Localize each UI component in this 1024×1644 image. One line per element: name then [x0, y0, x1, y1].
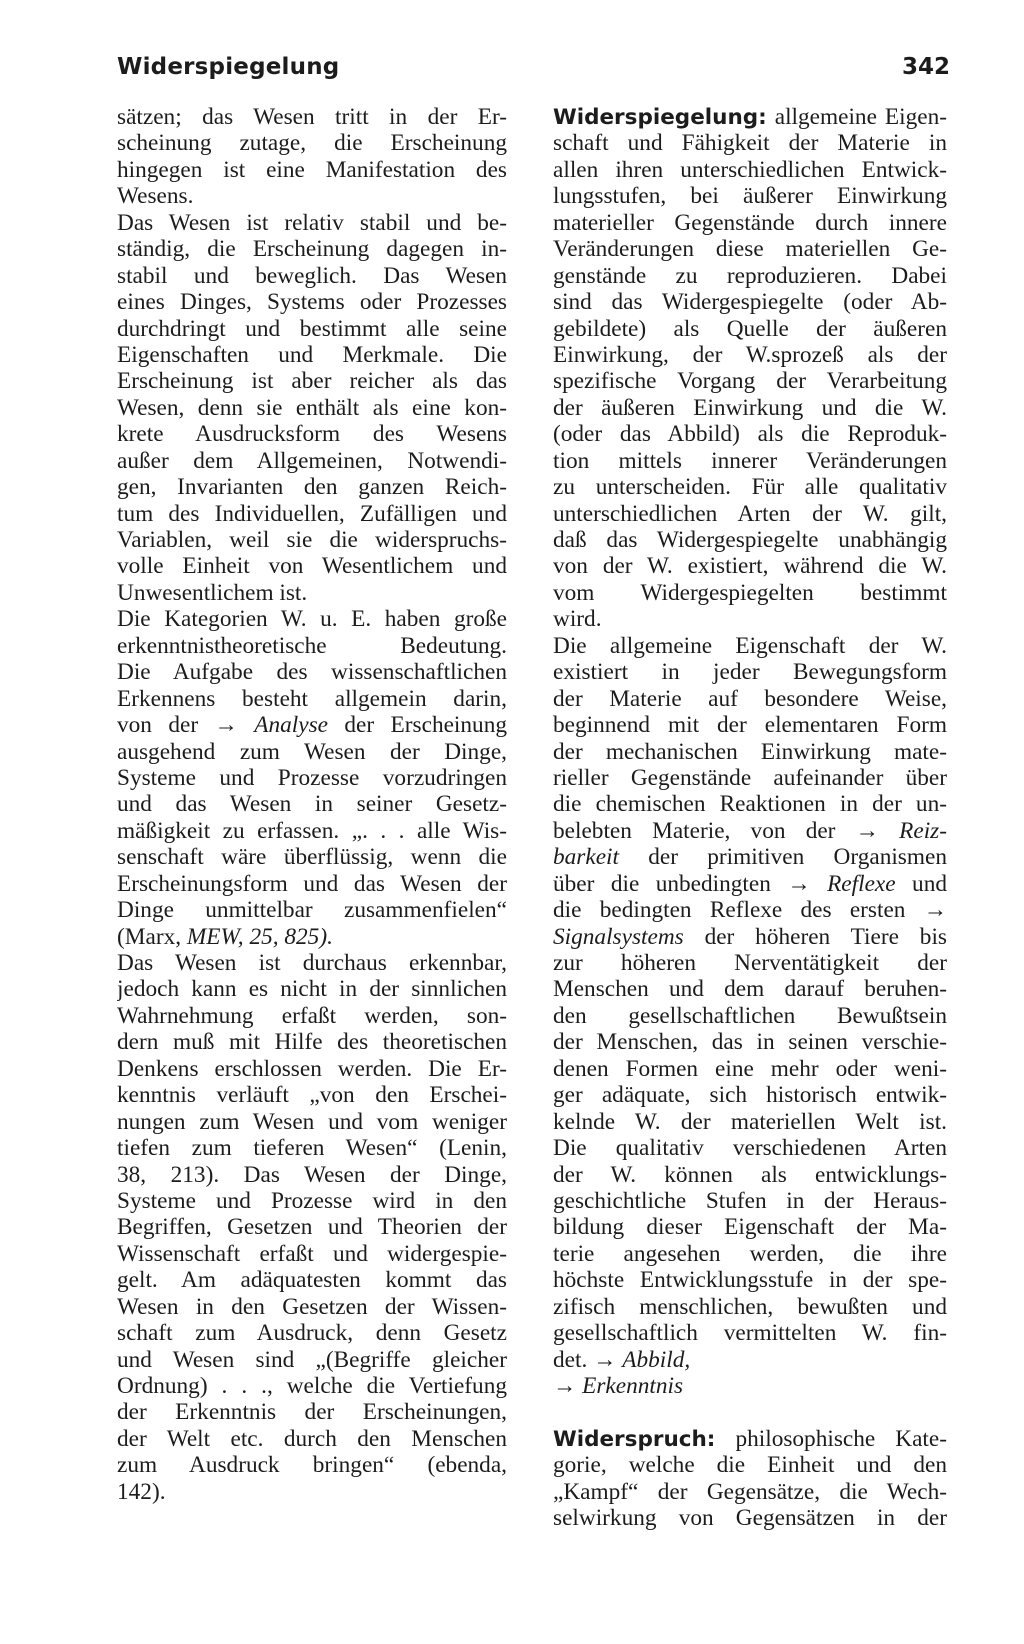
text-line: Dinge unmittelbar zusammenfielen“ [117, 897, 507, 924]
text-line: der äußeren Einwirkung und die W. [553, 394, 947, 421]
text-line: nungen zum Wesen und vom weniger [117, 1108, 507, 1135]
cross-reference-term: Erkenntnis [582, 1373, 684, 1399]
text-line: beginnend mit der elementaren Form [553, 712, 947, 739]
text-line: unterschiedlichen Arten der W. gilt, [553, 500, 947, 527]
text-line: der W. können als entwicklungs- [553, 1161, 947, 1188]
text-line: rieller Gegenstände aufeinander über [553, 764, 947, 791]
text-line: genstände zu reproduzieren. Dabei [553, 262, 947, 289]
text-line: Die Kategorien W. u. E. haben große [117, 606, 507, 633]
text-line: hingegen ist eine Manifestation des [117, 156, 507, 183]
text-line: Einwirkung, der W.sprozeß als der [553, 341, 947, 368]
text-line: gebildete) als Quelle der äußeren [553, 315, 947, 342]
cross-reference-term: barkeit [553, 844, 619, 871]
entry-widerspruch-head: Widerspruch: philosophische Kate- [553, 1425, 947, 1452]
text-fragment: der Erscheinung [327, 712, 507, 739]
cross-reference-term: Signalsystems [553, 923, 684, 950]
text-line: außer dem Allgemeinen, Notwendi- [117, 447, 507, 474]
text-line: Wesen in den Gesetzen der Wissen- [117, 1293, 507, 1320]
text-line: spezifische Vorgang der Verarbeitung [553, 368, 947, 395]
text-line: bildung dieser Eigenschaft der Ma- [553, 1214, 947, 1241]
text-line: Wissenschaft erfaßt und widergespie- [117, 1240, 507, 1267]
text-line: zum Ausdruck bringen“ (ebenda, [117, 1452, 507, 1479]
right-column [553, 104, 947, 1532]
text-line: zur höheren Nerventätigkeit der [553, 950, 947, 976]
text-line: Das Wesen ist relativ stabil und be- [117, 209, 507, 236]
entry-keyword: Widerspruch: [553, 1426, 716, 1452]
cross-reference-arrow-icon: → [855, 817, 900, 844]
text-line: Unwesentlichem ist. [117, 579, 308, 606]
text-line: der Welt etc. durch den Menschen [117, 1425, 507, 1452]
text-line [553, 844, 947, 870]
text-line: „Kampf“ der Gegensätze, die Wech- [553, 1478, 947, 1505]
text-line: Wahrnehmung erfaßt werden, son- [117, 1002, 507, 1029]
text-line: terie angesehen werden, die ihre [553, 1240, 947, 1267]
text-line: Wesens. [117, 183, 194, 210]
text-line [117, 1135, 507, 1161]
text-line: der Menschen, das in seinen verschie- [553, 1029, 947, 1056]
text-line: eines Dinges, Systems oder Prozesses [117, 289, 507, 316]
text-line: Erscheinung ist aber reicher als das [117, 368, 507, 395]
text-line: Veränderungen diese materiellen Ge- [553, 236, 947, 263]
text-line: kenntnis verläuft „von den Erschei- [117, 1082, 507, 1109]
text-line: tion mittels innerer Veränderungen [553, 447, 947, 474]
text-line: Die Aufgabe des wissenschaftlichen [117, 659, 507, 686]
text-line: und das Wesen in seiner Gesetz- [117, 791, 507, 818]
text-line [553, 871, 947, 897]
text-line [553, 818, 947, 844]
text-line: ger adäquate, sich historisch entwik- [553, 1082, 947, 1109]
text-line: dern muß mit Hilfe des theoretischen [117, 1029, 507, 1056]
text-line: kelnde W. der materiellen Welt ist. [553, 1108, 947, 1135]
text-line: zifisch menschlichen, bewußten und [553, 1293, 947, 1320]
cross-reference-arrow-icon: → [923, 897, 947, 924]
text-line: gelt. Am adäquatesten kommt das [117, 1267, 507, 1294]
text-line: schaft zum Ausdruck, denn Gesetz [117, 1320, 507, 1347]
text-line [117, 712, 507, 738]
text-fragment: ( [117, 923, 125, 950]
text-line: sind das Widergespiegelte (oder Ab- [553, 289, 947, 316]
text-line: schaft und Fähigkeit der Materie in [553, 130, 947, 157]
entry-widerspiegelung-head: Widerspiegelung: allgemeine Eigen- [553, 104, 947, 130]
text-fragment: tiefen zum tieferen Wesen“ ( [117, 1135, 447, 1162]
text-line: Systeme und Prozesse vorzudringen [117, 764, 507, 791]
text-line: durchdringt und bestimmt alle seine [117, 315, 507, 342]
entry-widerspiegelung-body [553, 130, 947, 1399]
text-line: der Materie auf besondere Weise, [553, 685, 947, 712]
text-line: und Wesen sind „(Begriffe gleicher [117, 1346, 507, 1373]
text-line: mäßigkeit zu erfassen. „. . . alle Wis- [117, 817, 507, 844]
text-line: sätzen; das Wesen tritt in der Er- [117, 104, 507, 130]
text-line: die chemischen Reaktionen in der un- [553, 791, 947, 818]
text-line: Erkennens besteht allgemein darin, [117, 685, 507, 712]
text-line [553, 924, 947, 950]
entry-gap [553, 1399, 947, 1425]
cross-reference-term: Analyse [254, 712, 328, 739]
entry-keyword: Widerspiegelung: [553, 105, 767, 130]
text-line [553, 1373, 947, 1399]
running-head: Widerspiegelung [117, 54, 340, 80]
text-line: tum des Individuellen, Zufälligen und [117, 500, 507, 527]
text-line: scheinung zutage, die Erscheinung [117, 130, 507, 157]
text-line: Denkens erschlossen werden. Die Er- [117, 1055, 507, 1082]
text-line: Menschen und dem darauf beruhen- [553, 976, 947, 1003]
cross-reference-term: Reflexe [827, 870, 896, 897]
text-line: Wesen, denn sie enthält als eine kon- [117, 394, 507, 421]
text-line: Variablen, weil sie die widerspruchs- [117, 527, 507, 553]
text-line [553, 1347, 947, 1373]
text-line: Erscheinungsform und das Wesen der [117, 870, 507, 897]
text-fragment: die bedingten Reflexe des ersten [553, 897, 924, 924]
text-line: Systeme und Prozesse wird in den [117, 1187, 507, 1214]
page-number: 342 [901, 54, 950, 80]
text-line: ständig, die Erscheinung dagegen in- [117, 236, 507, 263]
text-line: den gesellschaftlichen Bewußtsein [553, 1002, 947, 1029]
text-fragment: det. [553, 1346, 594, 1373]
text-line: geschichtliche Stufen in der Heraus- [553, 1187, 947, 1214]
cross-reference-arrow-icon: Marx, [124, 923, 182, 950]
text-line: stabil und beweglich. Das Wesen [117, 262, 507, 289]
text-line: existiert in jeder Bewegungsform [553, 659, 947, 686]
text-line: selwirkung von Gegensätzen in der [553, 1505, 947, 1532]
text-line: krete Ausdrucksform des Wesens [117, 421, 507, 448]
cross-reference-arrow-icon: → [787, 870, 828, 897]
text-fragment: über die unbedingten [553, 870, 788, 897]
cross-reference-arrow-icon: → [593, 1346, 623, 1373]
cross-reference-arrow-icon: → [553, 1373, 583, 1399]
text-line: Die qualitativ verschiedenen Arten [553, 1135, 947, 1162]
text-line: volle Einheit von Wesentlichem und [117, 553, 507, 580]
text-line: erkenntnistheoretische Bedeutung. [117, 632, 507, 659]
text-line: 142). [117, 1478, 166, 1505]
text-line: (oder das Abbild) als die Reproduk- [553, 421, 947, 448]
text-line [117, 924, 507, 950]
text-line: Begriffen, Gesetzen und Theorien der [117, 1214, 507, 1241]
text-line: der Erkenntnis der Erscheinungen, [117, 1399, 507, 1426]
text-line: höchste Entwicklungsstufe in der spe- [553, 1267, 947, 1294]
text-line: Das Wesen ist durchaus erkennbar, [117, 950, 507, 976]
text-line: ausgehend zum Wesen der Dinge, [117, 738, 507, 765]
cross-reference-arrow-icon: Lenin, [446, 1135, 507, 1162]
text-line: senschaft wäre überflüssig, wenn die [117, 844, 507, 871]
text-fragment: der primitiven Organismen [619, 844, 947, 871]
text-line: lungsstufen, bei äußerer Einwirkung [553, 183, 947, 210]
cross-reference-term: MEW, 25, 825). [181, 923, 333, 950]
text-line: materieller Gegenstände durch innere [553, 209, 947, 236]
text-line: wird. [553, 606, 602, 633]
text-line: 38, 213). Das Wesen der Dinge, [117, 1161, 507, 1188]
text-line: denen Formen eine mehr oder weni- [553, 1055, 947, 1082]
left-column [117, 104, 507, 1505]
text-line: gen, Invarianten den ganzen Reich- [117, 474, 507, 501]
text-line: Ordnung) . . ., welche die Vertiefung [117, 1373, 507, 1399]
text-line: allen ihren unterschiedlichen Entwick- [553, 156, 947, 183]
text-line: der mechanischen Einwirkung mate- [553, 738, 947, 765]
cross-reference-term: Abbild, [622, 1346, 691, 1373]
text-line: vom Widergespiegelten bestimmt [553, 579, 947, 606]
entry-widerspruch-body [553, 1452, 947, 1531]
text-line: jedoch kann es nicht in der sinnlichen [117, 976, 507, 1003]
text-line: von der W. existiert, während die W. [553, 553, 947, 580]
text-line: gesellschaftlich vermittelten W. fin- [553, 1320, 947, 1347]
text-fragment: der höheren Tiere bis [683, 923, 947, 950]
text-fragment: und [895, 870, 947, 897]
cross-reference-arrow-icon: → [214, 712, 255, 739]
text-fragment: von der [117, 712, 215, 739]
text-line: Eigenschaften und Merkmale. Die [117, 341, 507, 368]
text-line [553, 897, 947, 923]
text-line: Die allgemeine Eigenschaft der W. [553, 632, 947, 659]
text-line: daß das Widergespiegelte unabhängig [553, 527, 947, 553]
text-line: zu unterscheiden. Für alle qualitativ [553, 474, 947, 501]
text-fragment: belebten Materie, von der [553, 817, 856, 844]
text-line: gorie, welche die Einheit und den [553, 1452, 947, 1479]
cross-reference-term: Reiz- [899, 817, 947, 844]
